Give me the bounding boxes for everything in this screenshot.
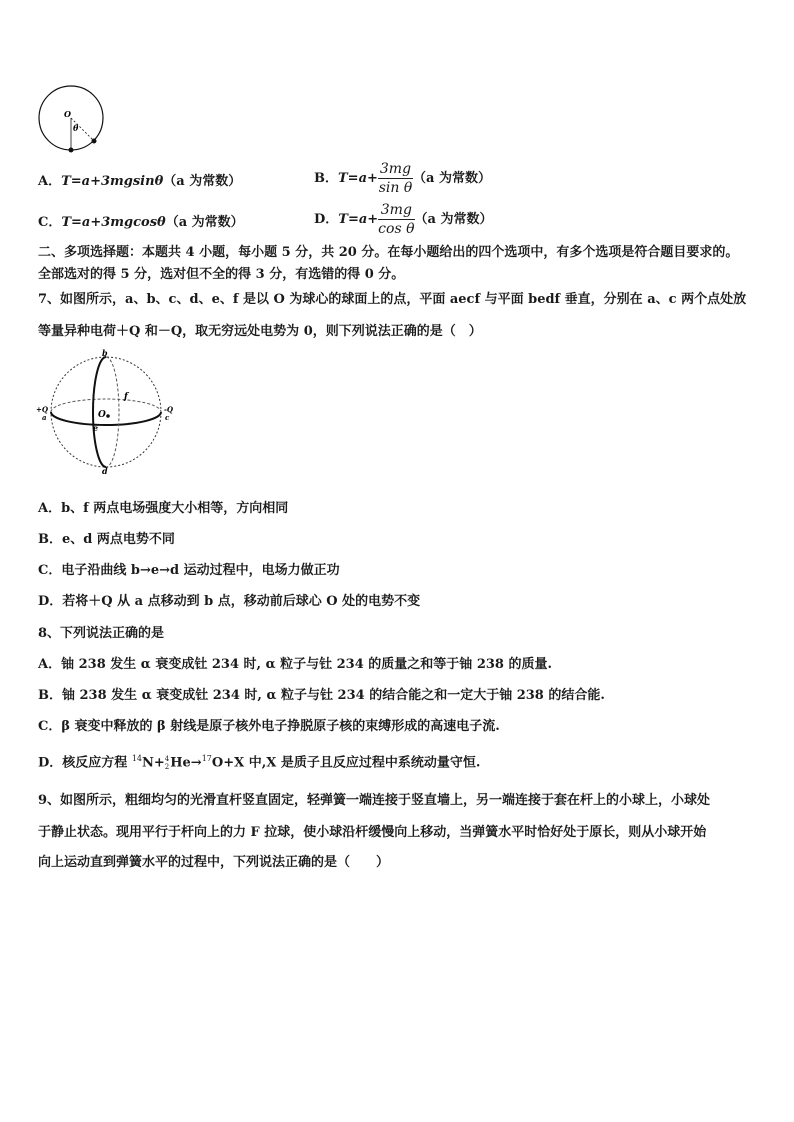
label-d: d: [102, 466, 108, 476]
section2-line1: 二、多项选择题：本题共 4 小题，每小题 5 分，共 20 分。在每小题给出的四个选项中，有多个选项是符合题目要求的。: [38, 245, 739, 260]
q8-option-a: A．铀 238 发生 α 衰变成钍 234 时, α 粒子与钍 234 的质量之和等于铀 238 的质量.: [38, 657, 553, 672]
section2-line2: 全部选对的得 5 分，选对但不全的得 3 分，有选错的得 0 分。: [38, 267, 405, 282]
label-o: O: [98, 410, 106, 420]
he-isotope-index: 4 2: [164, 755, 170, 771]
meridian-back: [106, 357, 119, 467]
q7-option-d: D．若将＋Q 从 a 点移动到 b 点，移动前后球心 O 处的电势不变: [38, 594, 421, 609]
q6-option-c: C．T=a+3mgcosθ（a 为常数）: [38, 215, 244, 230]
label-c: c: [165, 413, 170, 422]
q7-option-b: B．e、d 两点电势不同: [38, 532, 175, 547]
label-a: a: [42, 413, 47, 422]
q7-stem-line2: 等量异种电荷＋Q 和－Q，取无穷远处电势为 0，则下列说法正确的是（ ）: [38, 324, 482, 339]
q6-option-b: B．T=a+ $\frac{3mg}{\text{sin θ}}$ （a 为常数）: [314, 161, 491, 196]
label-o: O: [64, 109, 71, 119]
q6-option-d: D．T=a+ $\frac{3mg}{\text{cos θ}}$ （a 为常数）: [314, 202, 493, 237]
q9-stem-line2: 于静止状态。现用平行于杆向上的力 F 拉球，使小球沿杆缓慢向上移动，当弹簧水平时恰好处于原长，则从小球开始: [38, 825, 707, 840]
q6-option-a: A．T=a+3mgsinθ（a 为常数）: [38, 174, 242, 189]
bottom-dot: [69, 148, 74, 153]
label-theta: θ: [73, 123, 79, 133]
circle-figure-q6: [36, 86, 110, 156]
fraction-d: $\frac{3mg}{\text{cos θ}}$: [378, 202, 415, 237]
sphere-outline: [51, 357, 161, 467]
label-plus-q: +Q: [36, 405, 48, 414]
q8-option-c: C．β 衰变中释放的 β 射线是原子核外电子挣脱原子核的束缚形成的高速电子流.: [38, 719, 500, 734]
center-dot: [106, 414, 110, 418]
equator-front: [51, 412, 161, 425]
q9-stem-line3: 向上运动直到弹簧水平的过程中，下列说法正确的是（ ）: [38, 855, 390, 870]
label-e: e: [93, 423, 99, 433]
q7-stem-line1: 7、如图所示，a、b、c、d、e、f 是以 O 为球心的球面上的点，平面 aecf 与平面 bedf 垂直，分别在 a、c 两个点处放: [38, 292, 747, 307]
sphere-figure-q7: [34, 348, 184, 476]
q7-option-a: A．b、f 两点电场强度大小相等，方向相同: [38, 501, 289, 516]
q8-option-d: D．核反应方程 $^{14}$N+ 4 2 He→$^{17}$O+X 中,X 是质子且反应过程中系统动量守恒.: [38, 754, 481, 771]
fraction-b: $\frac{3mg}{\text{sin θ}}$: [378, 161, 413, 196]
equator-back: [51, 399, 161, 412]
q8-option-b: B．铀 238 发生 α 衰变成钍 234 时, α 粒子与钍 234 的结合能之和一定大于铀 238 的结合能.: [38, 688, 605, 703]
label-b: b: [102, 348, 108, 358]
q7-option-c: C．电子沿曲线 b→e→d 运动过程中，电场力做正功: [38, 563, 340, 578]
label-minus-q: -Q: [164, 405, 174, 414]
q8-stem: 8、下列说法正确的是: [38, 626, 165, 641]
q9-stem-line1: 9、如图所示，粗细均匀的光滑直杆竖直固定，轻弹簧一端连接于竖直墙上，另一端连接于套在杆上的小球上，小球处: [38, 793, 711, 808]
side-dot: [92, 139, 97, 144]
label-f: f: [124, 392, 128, 402]
